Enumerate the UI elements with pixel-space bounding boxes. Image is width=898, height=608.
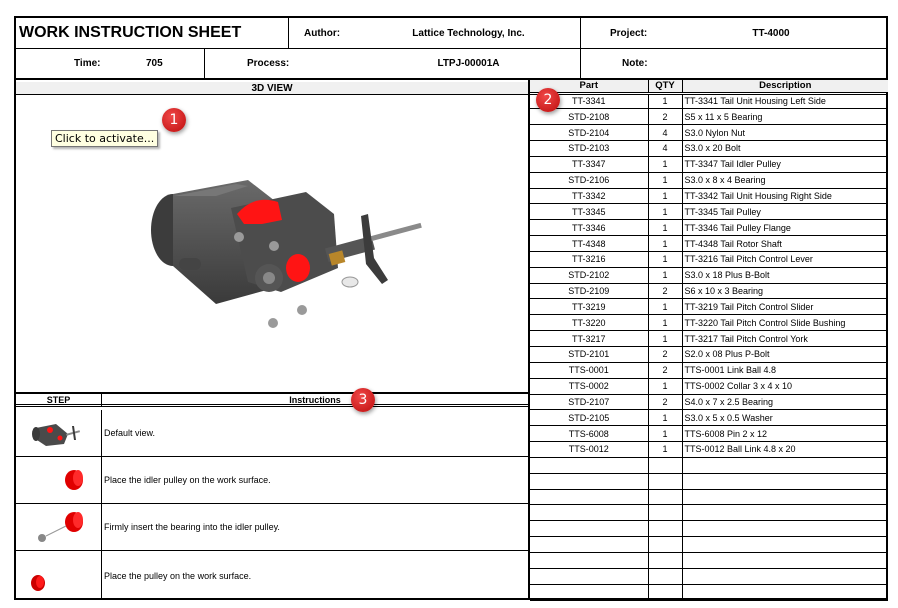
- step-instruction-text: Default view.: [101, 410, 528, 456]
- parts-table-row[interactable]: [530, 141, 888, 157]
- step-row[interactable]: [16, 410, 528, 457]
- step-instruction-text: Place the pulley on the work surface.: [101, 551, 528, 600]
- divider: [288, 18, 289, 48]
- part-number-cell: STD-2103: [530, 141, 648, 157]
- sheet-title: WORK INSTRUCTION SHEET: [19, 24, 242, 41]
- quantity-cell: 2: [648, 347, 682, 363]
- description-cell: [682, 473, 888, 489]
- description-cell: [682, 537, 888, 553]
- description-cell: S3.0 Nylon Nut: [682, 125, 888, 141]
- parts-table-row[interactable]: [530, 537, 888, 553]
- step-row[interactable]: [16, 551, 528, 600]
- description-cell: S3.0 x 5 x 0.5 Washer: [682, 410, 888, 426]
- parts-table-row[interactable]: [530, 220, 888, 236]
- part-column-header: Part: [530, 80, 648, 93]
- callout-badge-1: 1: [162, 108, 186, 132]
- quantity-cell: 1: [648, 426, 682, 442]
- quantity-cell: 1: [648, 204, 682, 220]
- part-number-cell: TT-3347: [530, 156, 648, 172]
- part-number-cell: [530, 457, 648, 473]
- part-number-cell: TT-3341: [530, 93, 648, 109]
- callout-badge-2: 2: [536, 88, 560, 112]
- parts-table-row[interactable]: [530, 109, 888, 125]
- author-value: Lattice Technology, Inc.: [412, 27, 525, 39]
- process-label: Process:: [247, 58, 290, 69]
- note-label: Note:: [622, 58, 648, 69]
- parts-table-row[interactable]: [530, 505, 888, 521]
- description-cell: S3.0 x 20 Bolt: [682, 141, 888, 157]
- quantity-cell: 1: [648, 172, 682, 188]
- parts-table-row[interactable]: [530, 125, 888, 141]
- description-cell: TT-3345 Tail Pulley: [682, 204, 888, 220]
- parts-table-row[interactable]: [530, 362, 888, 378]
- parts-table-row[interactable]: [530, 442, 888, 458]
- parts-table-row[interactable]: [530, 410, 888, 426]
- part-number-cell: TT-3216: [530, 251, 648, 267]
- quantity-cell: 1: [648, 188, 682, 204]
- part-number-cell: TT-3342: [530, 188, 648, 204]
- description-cell: [682, 489, 888, 505]
- parts-table-row[interactable]: [530, 394, 888, 410]
- time-value: 705: [146, 58, 163, 69]
- quantity-cell: 2: [648, 109, 682, 125]
- quantity-cell: 4: [648, 125, 682, 141]
- quantity-cell: 1: [648, 93, 682, 109]
- quantity-cell: 1: [648, 299, 682, 315]
- idler-pulley-thumbnail-icon: [16, 457, 101, 503]
- parts-table-row[interactable]: [530, 156, 888, 172]
- parts-table-row[interactable]: [530, 172, 888, 188]
- 3d-view-header: 3D VIEW: [16, 82, 528, 95]
- quantity-cell: 1: [648, 220, 682, 236]
- quantity-cell: 4: [648, 141, 682, 157]
- header-row-2: [16, 49, 886, 80]
- part-number-cell: STD-2102: [530, 267, 648, 283]
- quantity-cell: [648, 584, 682, 600]
- author-label: Author:: [304, 27, 341, 39]
- description-cell: S5 x 11 x 5 Bearing: [682, 109, 888, 125]
- instructions-column-header: Instructions: [101, 394, 528, 407]
- description-cell: TT-3217 Tail Pitch Control York: [682, 331, 888, 347]
- part-number-cell: TTS-0012: [530, 442, 648, 458]
- parts-table-row[interactable]: [530, 204, 888, 220]
- quantity-cell: 1: [648, 315, 682, 331]
- quantity-cell: [648, 505, 682, 521]
- part-number-cell: STD-2108: [530, 109, 648, 125]
- part-number-cell: TT-3219: [530, 299, 648, 315]
- step-instruction-text: Place the idler pulley on the work surface.: [101, 457, 528, 503]
- parts-table-row[interactable]: [530, 584, 888, 600]
- description-cell: TT-3216 Tail Pitch Control Lever: [682, 251, 888, 267]
- step-instruction-text: Firmly insert the bearing into the idler pulley.: [101, 504, 528, 550]
- parts-table-row[interactable]: [530, 426, 888, 442]
- parts-header-row: [530, 80, 888, 93]
- part-number-cell: [530, 537, 648, 553]
- description-cell: TT-4348 Tail Rotor Shaft: [682, 236, 888, 252]
- description-cell: TT-3220 Tail Pitch Control Slide Bushing: [682, 315, 888, 331]
- quantity-cell: 2: [648, 362, 682, 378]
- part-number-cell: [530, 584, 648, 600]
- part-number-cell: TT-3220: [530, 315, 648, 331]
- part-number-cell: [530, 521, 648, 537]
- description-column-header: Description: [682, 80, 888, 93]
- parts-table-row[interactable]: [530, 283, 888, 299]
- description-cell: S3.0 x 8 x 4 Bearing: [682, 172, 888, 188]
- quantity-cell: [648, 552, 682, 568]
- part-number-cell: [530, 552, 648, 568]
- project-value: TT-4000: [752, 27, 790, 39]
- description-cell: TTS-0012 Ball Link 4.8 x 20: [682, 442, 888, 458]
- description-cell: [682, 584, 888, 600]
- description-cell: TTS-6008 Pin 2 x 12: [682, 426, 888, 442]
- part-number-cell: [530, 568, 648, 584]
- quantity-cell: 1: [648, 236, 682, 252]
- parts-table-row[interactable]: [530, 188, 888, 204]
- quantity-cell: 1: [648, 442, 682, 458]
- part-number-cell: STD-2107: [530, 394, 648, 410]
- qty-column-header: QTY: [648, 80, 682, 93]
- description-cell: TTS-0001 Link Ball 4.8: [682, 362, 888, 378]
- quantity-cell: 1: [648, 410, 682, 426]
- parts-table-row[interactable]: [530, 236, 888, 252]
- description-cell: [682, 505, 888, 521]
- description-cell: TT-3219 Tail Pitch Control Slider: [682, 299, 888, 315]
- full-assembly-thumbnail-icon: [16, 410, 101, 456]
- parts-table-row[interactable]: [530, 347, 888, 363]
- part-number-cell: STD-2109: [530, 283, 648, 299]
- description-cell: S2.0 x 08 Plus P-Bolt: [682, 347, 888, 363]
- header-row-1: [16, 18, 886, 49]
- description-cell: S6 x 10 x 3 Bearing: [682, 283, 888, 299]
- part-number-cell: [530, 473, 648, 489]
- parts-list-table: [528, 80, 886, 600]
- parts-table-row[interactable]: [530, 568, 888, 584]
- note-value[interactable]: [676, 49, 866, 78]
- parts-table-row[interactable]: [530, 315, 888, 331]
- parts-table-row[interactable]: [530, 473, 888, 489]
- description-cell: [682, 568, 888, 584]
- parts-table-row[interactable]: [530, 457, 888, 473]
- description-cell: [682, 457, 888, 473]
- parts-table-row[interactable]: [530, 299, 888, 315]
- part-number-cell: TTS-0002: [530, 378, 648, 394]
- description-cell: [682, 552, 888, 568]
- callout-badge-3: 3: [351, 388, 375, 412]
- parts-table-row[interactable]: [530, 331, 888, 347]
- description-cell: S4.0 x 7 x 2.5 Bearing: [682, 394, 888, 410]
- work-instruction-sheet: [14, 16, 888, 600]
- parts-table-row[interactable]: [530, 251, 888, 267]
- quantity-cell: 1: [648, 378, 682, 394]
- steps-header-row: [16, 394, 528, 407]
- quantity-cell: [648, 489, 682, 505]
- part-number-cell: STD-2101: [530, 347, 648, 363]
- process-value: LTPJ-00001A: [437, 58, 500, 69]
- step-row[interactable]: [16, 457, 528, 504]
- part-number-cell: STD-2106: [530, 172, 648, 188]
- description-cell: TT-3342 Tail Unit Housing Right Side: [682, 188, 888, 204]
- part-number-cell: [530, 489, 648, 505]
- quantity-cell: [648, 568, 682, 584]
- part-number-cell: STD-2105: [530, 410, 648, 426]
- part-number-cell: STD-2104: [530, 125, 648, 141]
- description-cell: TTS-0002 Collar 3 x 4 x 10: [682, 378, 888, 394]
- quantity-cell: 2: [648, 283, 682, 299]
- divider: [580, 18, 581, 48]
- click-to-activate-tooltip: Click to activate...: [51, 130, 158, 147]
- bearing-into-pulley-thumbnail-icon: [16, 504, 101, 550]
- quantity-cell: [648, 473, 682, 489]
- project-label: Project:: [610, 27, 648, 39]
- parts-table-row[interactable]: [530, 378, 888, 394]
- part-number-cell: TT-3217: [530, 331, 648, 347]
- parts-table-row[interactable]: [530, 267, 888, 283]
- description-cell: [682, 521, 888, 537]
- quantity-cell: [648, 457, 682, 473]
- description-cell: TT-3341 Tail Unit Housing Left Side: [682, 93, 888, 109]
- quantity-cell: [648, 521, 682, 537]
- part-number-cell: TT-4348: [530, 236, 648, 252]
- steps-table: [16, 392, 528, 600]
- time-label: Time:: [74, 58, 101, 69]
- step-column-header: STEP: [46, 395, 71, 405]
- description-cell: TT-3347 Tail Idler Pulley: [682, 156, 888, 172]
- part-number-cell: TT-3345: [530, 204, 648, 220]
- part-number-cell: TTS-6008: [530, 426, 648, 442]
- divider: [204, 49, 205, 78]
- parts-table-row[interactable]: [530, 521, 888, 537]
- parts-table-body: [530, 93, 888, 600]
- quantity-cell: 1: [648, 267, 682, 283]
- quantity-cell: 1: [648, 251, 682, 267]
- pulley-thumbnail-icon: [16, 551, 101, 600]
- divider: [580, 49, 581, 78]
- parts-table-row[interactable]: [530, 552, 888, 568]
- quantity-cell: 1: [648, 156, 682, 172]
- description-cell: TT-3346 Tail Pulley Flange: [682, 220, 888, 236]
- part-number-cell: [530, 505, 648, 521]
- parts-table-row[interactable]: [530, 93, 888, 109]
- step-row[interactable]: [16, 504, 528, 551]
- description-cell: S3.0 x 18 Plus B-Bolt: [682, 267, 888, 283]
- quantity-cell: 1: [648, 331, 682, 347]
- parts-table-row[interactable]: [530, 489, 888, 505]
- part-number-cell: TTS-0001: [530, 362, 648, 378]
- quantity-cell: 2: [648, 394, 682, 410]
- part-number-cell: TT-3346: [530, 220, 648, 236]
- quantity-cell: [648, 537, 682, 553]
